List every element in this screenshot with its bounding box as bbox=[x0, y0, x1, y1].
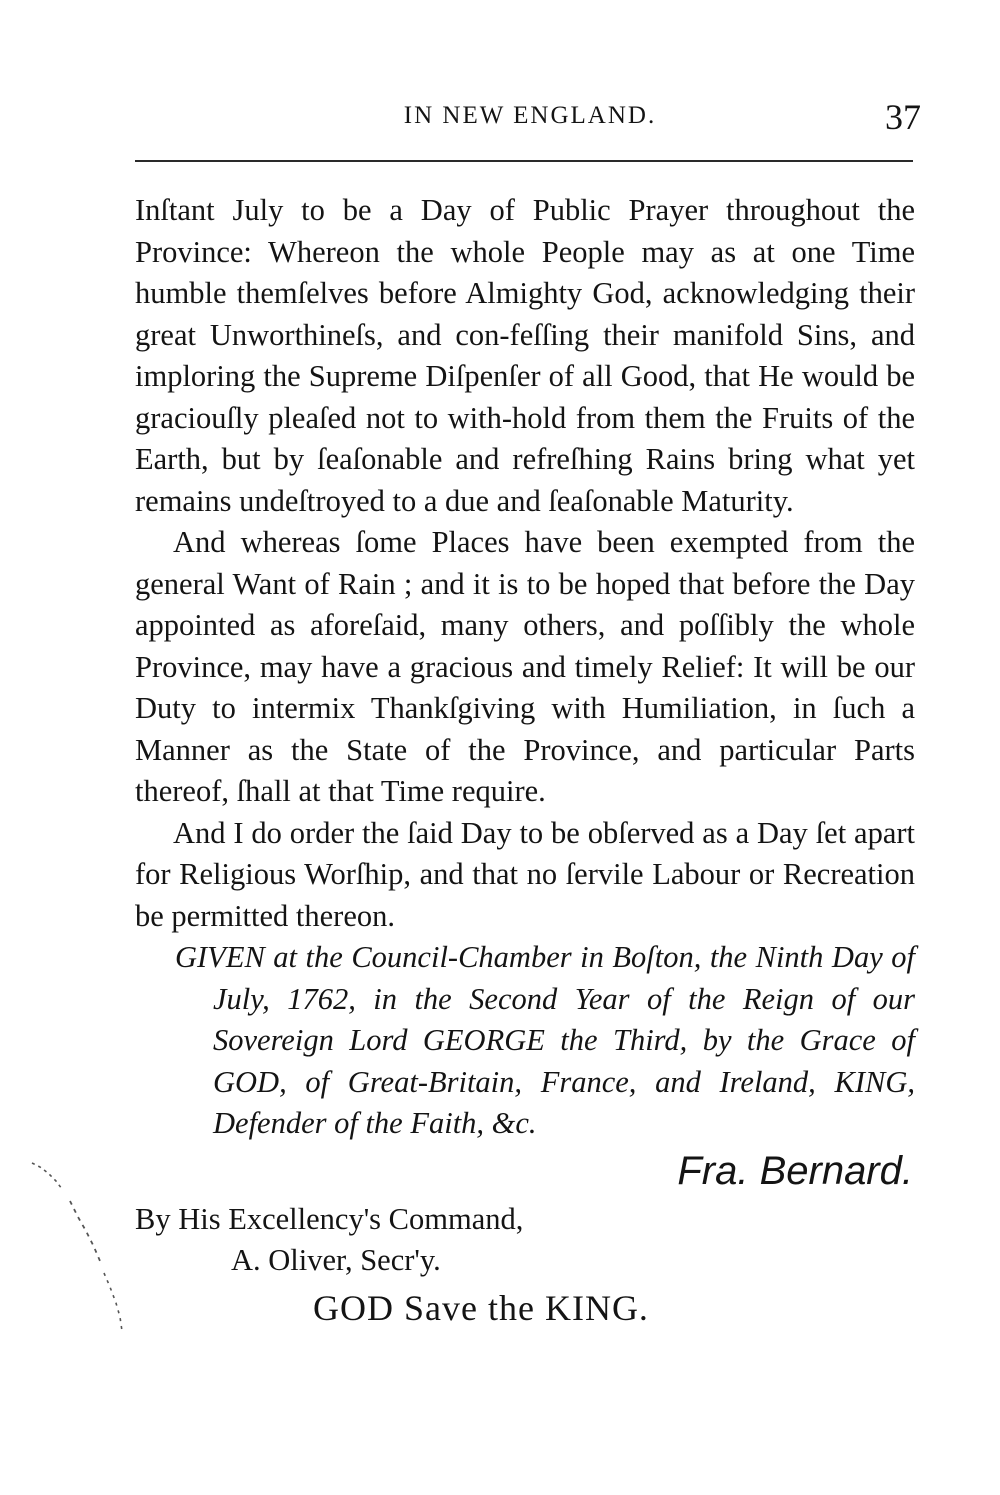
page-number: 37 bbox=[885, 97, 921, 137]
margin-pencil-marks bbox=[30, 1155, 140, 1335]
command-line: By His Excellency's Command, bbox=[135, 1201, 524, 1236]
given-clause-text: GIVEN at the Council-Chamber in Boſton, the Ninth Day of July, 1762, in the Second Year of the Reign of our Sovereign Lord GEORGE the Third, by the Grace of GOD, of Great-Britain, France, and Ireland, KING, Defender of the Faith, &c. bbox=[175, 940, 915, 1140]
page-header bbox=[135, 96, 925, 146]
paragraph-order: And I do order the ſaid Day to be obſerved as a Day ſet apart for Religious Worſhip, and that no ſervile Labour or Recreation be permitted thereon. bbox=[135, 815, 915, 933]
header-rule bbox=[135, 160, 913, 162]
paragraph-proclamation: Inſtant July to be a Day of Public Prayer throughout the Province: Whereon the whole People may as at one Time humble themſelves before Almighty God, acknowledging their great Unworthineſs, and con-feſſing their manifold Sins, and imploring the Supreme Diſpenſer of all Good, that He would be graciouſly pleaſed not to with-hold from them the Fruits of the Earth, but by ſeaſonable and refreſhing Rains bring what yet remains undeſtroyed to a due and ſeaſonable Maturity. bbox=[135, 193, 915, 518]
document-body bbox=[135, 190, 915, 1329]
secretary-line: A. Oliver, Secr'y. bbox=[231, 1243, 441, 1277]
running-head: IN NEW ENGLAND. bbox=[403, 102, 657, 129]
closing-line: GOD Save the KING. bbox=[313, 1287, 649, 1328]
given-clause bbox=[135, 937, 915, 1145]
paragraph-whereas: And whereas ſome Places have been exempted from the general Want of Rain ; and it is to be hoped that before the Day appointed as aforeſaid, many others, and poſſibly the whole Province, may have a gracious and timely Relief: It will be our Duty to intermix Thankſgiving with Humiliation, in ſuch a Manner as the State of the Province, and particular Parts thereof, ſhall at that Time require. bbox=[135, 525, 915, 808]
signature: Fra. Bernard. bbox=[677, 1148, 913, 1193]
